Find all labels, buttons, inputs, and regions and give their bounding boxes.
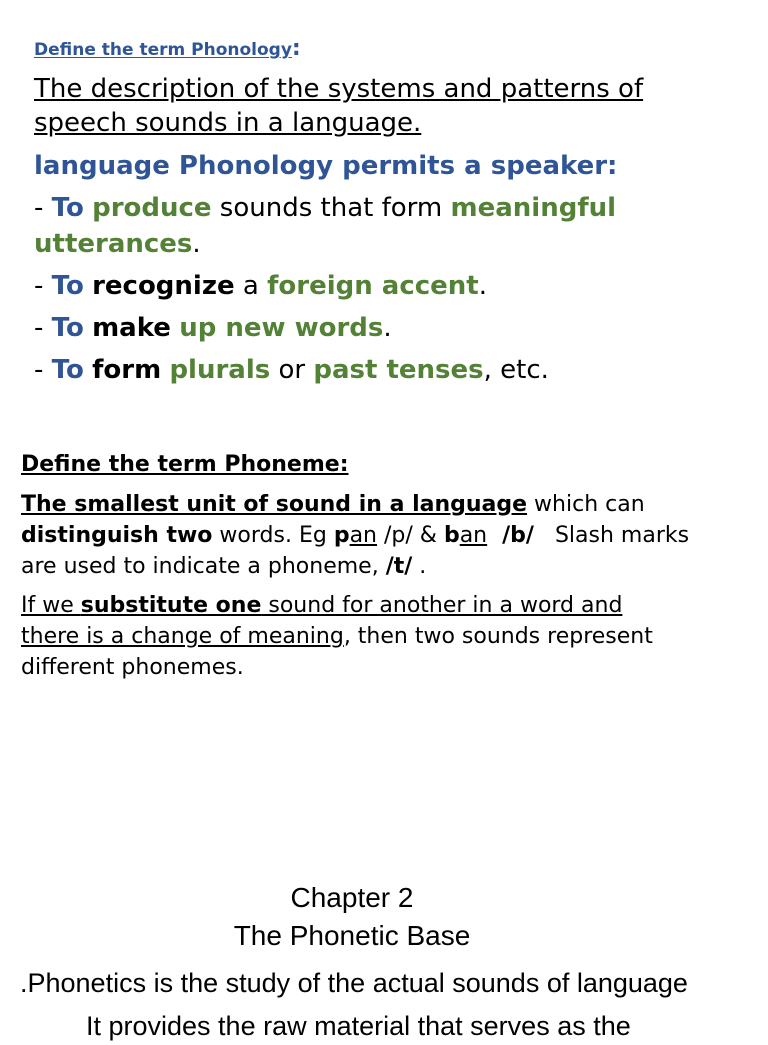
- bullet-make: [34, 310, 616, 346]
- permits-heading: language Phonology permits a speaker:: [34, 151, 618, 181]
- bullet-recognize: [34, 268, 616, 304]
- bullet-text: sounds that form: [211, 193, 451, 223]
- bullet-object: meaningful: [450, 193, 617, 223]
- chapter-text-line-2: It provides the raw material that serves as the: [86, 1011, 631, 1041]
- bullet-object: plurals: [169, 355, 271, 385]
- phoneme-heading: Define the term Phoneme:: [21, 452, 349, 477]
- phoneme-p1-line-1: [21, 489, 689, 520]
- phoneme-text: , then two sounds represent: [343, 624, 653, 649]
- bullet-verb: produce: [92, 193, 212, 223]
- phoneme-p2-line-1: [21, 590, 653, 621]
- bullet-object: up new words: [179, 313, 384, 343]
- bullet-verb: recognize: [92, 271, 235, 301]
- bullet-dash: -: [34, 271, 52, 301]
- example-pan-p: p: [333, 523, 350, 548]
- definition-line-1: The description of the systems and patterns of: [34, 74, 644, 104]
- bullet-dash: -: [34, 355, 52, 385]
- phoneme-text: /p/ &: [377, 523, 444, 548]
- phoneme-text: there is a change of meaning: [21, 624, 344, 649]
- phoneme-text: Slash marks: [554, 523, 690, 548]
- chapter-number: Chapter 2: [290, 882, 414, 913]
- example-ban-b: b: [443, 523, 460, 548]
- phoneme-text: are used to indicate a phoneme,: [21, 554, 386, 579]
- phonology-bullets: [34, 190, 616, 388]
- phonology-heading-text: Define the term Phonology: [34, 40, 292, 60]
- bullet-dash: -: [34, 193, 52, 223]
- bullet-text: or: [270, 355, 314, 385]
- bullet-end: .: [383, 313, 392, 343]
- bullet-produce-cont: [34, 226, 616, 262]
- slash-t: /t/: [385, 554, 413, 579]
- phoneme-p2-line-3: different phonemes.: [21, 655, 244, 680]
- example-pan-an: an: [349, 523, 378, 548]
- example-ban-an: an: [459, 523, 488, 548]
- phonology-heading-colon: :: [291, 36, 301, 61]
- bullet-to: To: [51, 271, 84, 301]
- bullet-to: To: [51, 193, 84, 223]
- bullet-text: a: [234, 271, 268, 301]
- chapter-text-line-1: .Phonetics is the study of the actual sounds of language: [20, 968, 688, 998]
- phoneme-p2-line-2: [21, 621, 653, 652]
- phonology-heading: [34, 36, 301, 63]
- bullet-object: foreign accent: [267, 271, 479, 301]
- bullet-produce: [34, 190, 616, 226]
- bullet-verb: make: [92, 313, 171, 343]
- chapter-title: The Phonetic Base: [233, 920, 471, 951]
- phoneme-bold-text: distinguish two: [21, 523, 213, 548]
- phonology-definition: [34, 72, 643, 140]
- bullet-object: utterances: [34, 229, 193, 259]
- bullet-end: .: [478, 271, 487, 301]
- phoneme-bold-text: substitute one: [80, 593, 262, 618]
- phoneme-p1-line-3: [21, 551, 689, 582]
- bullet-to: To: [51, 355, 84, 385]
- bullet-dash: -: [34, 313, 52, 343]
- bullet-end: , etc.: [483, 355, 549, 385]
- phoneme-paragraph-1: [21, 489, 689, 582]
- bullet-to: To: [51, 313, 84, 343]
- phoneme-text: .: [412, 554, 427, 579]
- bullet-object: past tenses: [313, 355, 484, 385]
- phoneme-paragraph-2: [21, 590, 653, 683]
- phoneme-text: sound for another in a word and: [261, 593, 623, 618]
- slash-b: /b/: [502, 523, 534, 548]
- phoneme-p1-line-2: [21, 520, 689, 551]
- phoneme-text: If we: [21, 593, 81, 618]
- bullet-verb: form: [92, 355, 162, 385]
- bullet-end: .: [192, 229, 201, 259]
- phoneme-text: words. Eg: [212, 523, 334, 548]
- definition-line-2: speech sounds in a language.: [34, 108, 422, 138]
- bullet-form: [34, 352, 616, 388]
- phoneme-definition: The smallest unit of sound in a language: [21, 492, 528, 517]
- phoneme-text: which can: [527, 492, 645, 517]
